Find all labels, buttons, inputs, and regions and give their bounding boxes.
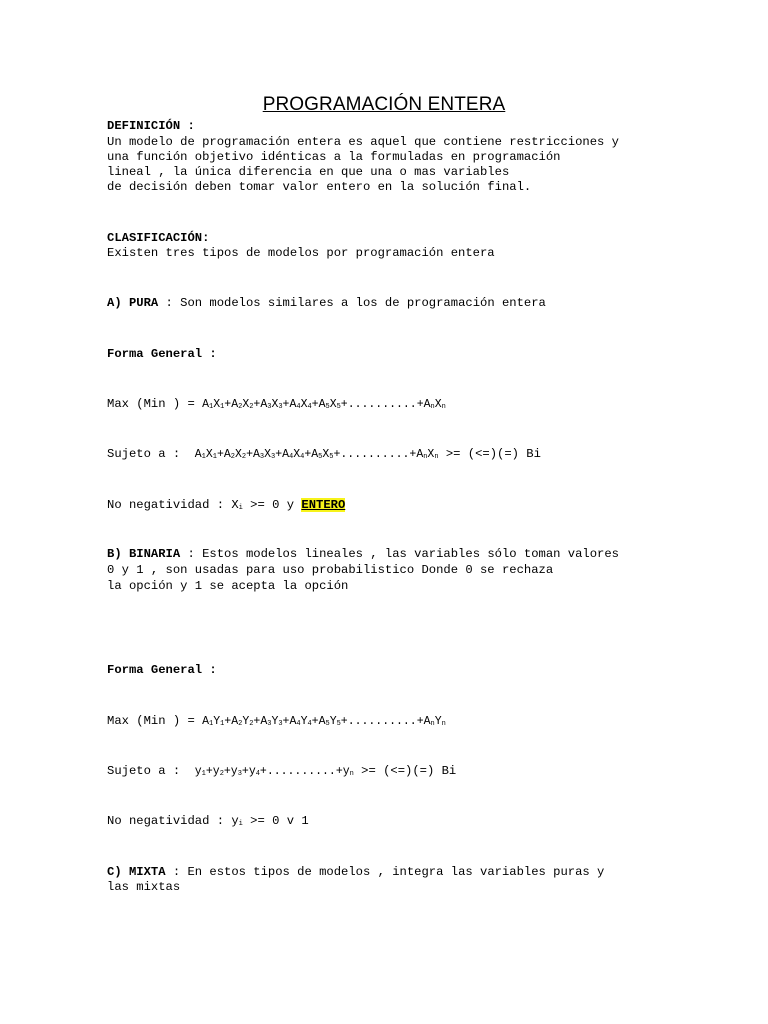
eq-subscript: 1 — [212, 453, 217, 461]
eq-term: X — [300, 398, 308, 411]
eq-term: A — [318, 715, 326, 728]
eq-term: A — [194, 448, 202, 461]
eq-subscript: n — [441, 403, 446, 411]
eq-subscript: 2 — [230, 453, 235, 461]
binaria-paragraph-line-1 — [107, 547, 707, 563]
binaria-no-negatividad — [107, 814, 707, 833]
eq-term: X — [329, 398, 337, 411]
eq-term: A — [318, 398, 326, 411]
eq-subscript: n — [430, 403, 435, 411]
eq-operator: + — [253, 715, 261, 728]
eq-subscript: 5 — [318, 453, 323, 461]
eq-term: A — [416, 448, 424, 461]
eq-subscript: 3 — [259, 453, 265, 461]
pura-label: A) PURA — [107, 296, 159, 310]
eq-subscript: 5 — [336, 720, 341, 728]
pura-noneg-mid: >= 0 y — [242, 498, 302, 512]
eq-operator: + — [205, 765, 213, 778]
eq-subscript: 2 — [238, 403, 243, 411]
eq-subscript: 5 — [329, 453, 334, 461]
eq-subscript: 3 — [278, 720, 283, 728]
binaria-text-2: 0 y 1 , son usadas para uso probabilistico Donde 0 se rechaza — [107, 563, 554, 577]
entero-highlight: ENTERO — [301, 498, 346, 512]
mixta-label: C) MIXTA — [107, 865, 166, 879]
definicion-line-4: de decisión deben tomar valor entero en la solución final. — [107, 180, 532, 194]
binaria-max-expression — [202, 715, 446, 728]
eq-term: Y — [300, 715, 308, 728]
eq-operator: + — [282, 715, 290, 728]
binaria-forma-general: Forma General : — [107, 663, 217, 677]
eq-subscript: 4 — [307, 403, 312, 411]
eq-subscript: n — [430, 720, 435, 728]
eq-term: X — [205, 448, 213, 461]
eq-subscript: 4 — [255, 770, 260, 778]
pura-sujeto-prefix: Sujeto a : — [107, 447, 195, 461]
eq-subscript: 5 — [325, 720, 330, 728]
eq-operator: + — [223, 765, 231, 778]
eq-term: A — [231, 398, 239, 411]
pura-max-equation — [107, 397, 707, 416]
eq-subscript: n — [434, 453, 439, 461]
eq-operator: + — [311, 398, 319, 411]
mixta-text-2: las mixtas — [107, 880, 181, 894]
eq-term: y — [230, 765, 238, 778]
eq-term: A — [289, 398, 297, 411]
eq-subscript: 3 — [267, 720, 272, 728]
binaria-label: B) BINARIA — [107, 547, 181, 561]
eq-operator: + — [275, 448, 283, 461]
pura-forma-general: Forma General : — [107, 347, 217, 361]
pura-sujeto-equation — [107, 447, 707, 466]
eq-operator: +..........+ — [340, 715, 424, 728]
eq-term: X — [235, 448, 242, 461]
eq-term: A — [423, 715, 431, 728]
binaria-max-equation — [107, 714, 707, 733]
eq-subscript: 3 — [271, 453, 276, 461]
eq-term: A — [202, 715, 209, 728]
pura-noneg-prefix: No negatividad : X — [107, 498, 239, 512]
eq-term: y — [248, 765, 256, 778]
eq-term: X — [293, 448, 301, 461]
eq-subscript: 1 — [201, 770, 206, 778]
eq-term: X — [427, 448, 435, 461]
mixta-text-1: : En estos tipos de modelos , integra las variables puras y — [165, 865, 605, 879]
eq-subscript: 4 — [296, 720, 301, 728]
binaria-sujeto-prefix: Sujeto a : — [107, 764, 195, 778]
definicion-line-2: una función objetivo idénticas a la formuladas en programación — [107, 150, 561, 164]
eq-subscript: 1 — [201, 453, 206, 461]
pura-paragraph — [107, 296, 707, 312]
eq-subscript: 2 — [249, 403, 254, 411]
eq-term: A — [282, 448, 290, 461]
eq-subscript: 1 — [220, 403, 225, 411]
eq-term: y — [212, 765, 220, 778]
eq-operator: + — [311, 715, 319, 728]
definicion-line-1: Un modelo de programación entera es aquel que contiene restricciones y — [107, 135, 619, 149]
pura-sujeto-expression — [195, 448, 439, 461]
eq-term: A — [260, 398, 268, 411]
pura-text: : Son modelos similares a los de programación entera — [158, 296, 546, 310]
binaria-noneg-suffix: >= 0 v 1 — [242, 814, 309, 828]
eq-operator: + — [282, 398, 290, 411]
eq-subscript: n — [423, 453, 428, 461]
eq-operator: + — [246, 448, 254, 461]
binaria-text-1: : Estos modelos lineales , las variables sólo toman valores — [180, 547, 619, 561]
binaria-sujeto-equation — [107, 764, 707, 783]
eq-subscript: 4 — [296, 403, 301, 411]
eq-term: A — [260, 715, 268, 728]
eq-subscript: 4 — [307, 720, 312, 728]
binaria-text-3: la opción y 1 se acepta la opción — [107, 579, 349, 593]
definicion-heading: DEFINICIÓN : — [107, 119, 195, 133]
eq-subscript: 3 — [267, 403, 272, 411]
eq-operator: + — [224, 398, 232, 411]
eq-term: A — [289, 715, 297, 728]
eq-term: A — [202, 398, 209, 411]
eq-operator: + — [224, 715, 232, 728]
binaria-sujeto-suffix: >= (<=)(=) Bi — [353, 764, 457, 778]
eq-term: y — [342, 765, 350, 778]
eq-term: Y — [213, 715, 221, 728]
eq-term: Y — [434, 715, 442, 728]
eq-subscript: 2 — [219, 770, 224, 778]
eq-term: A — [311, 448, 319, 461]
eq-subscript: 1 — [208, 403, 214, 411]
clasificacion-heading: CLASIFICACIÓN: — [107, 231, 210, 245]
binaria-max-prefix: Max (Min ) = — [107, 714, 203, 728]
eq-subscript: 2 — [241, 453, 247, 461]
pura-max-expression — [202, 398, 446, 411]
pura-sujeto-suffix: >= (<=)(=) Bi — [438, 447, 541, 461]
eq-subscript: n — [441, 720, 446, 728]
eq-term: X — [322, 448, 330, 461]
eq-operator: + — [253, 398, 261, 411]
eq-term: A — [423, 398, 431, 411]
pura-max-prefix: Max (Min ) = — [107, 397, 203, 411]
eq-term: y — [194, 765, 202, 778]
pura-noneg-sub: i — [238, 504, 243, 512]
eq-term: Y — [242, 715, 250, 728]
binaria-noneg-prefix: No negatividad : y — [107, 814, 239, 828]
eq-term: X — [271, 398, 279, 411]
pura-no-negatividad — [107, 498, 707, 517]
clasificacion-text: Existen tres tipos de modelos por programación entera — [107, 246, 495, 260]
eq-term: A — [253, 448, 260, 461]
eq-term: A — [223, 448, 231, 461]
eq-operator: + — [241, 765, 249, 778]
eq-operator: +..........+ — [340, 398, 424, 411]
eq-subscript: 2 — [238, 720, 243, 728]
eq-term: Y — [271, 715, 279, 728]
binaria-noneg-sub: i — [238, 820, 243, 828]
eq-term: A — [231, 715, 239, 728]
page-title: PROGRAMACIÓN ENTERA — [262, 94, 506, 115]
eq-subscript: 5 — [325, 403, 330, 411]
eq-term: X — [213, 398, 221, 411]
eq-operator: +..........+ — [333, 448, 417, 461]
eq-term: Y — [329, 715, 337, 728]
eq-subscript: 4 — [289, 453, 294, 461]
binaria-sujeto-expression — [195, 765, 354, 778]
eq-operator: + — [216, 448, 224, 461]
eq-subscript: 2 — [249, 720, 254, 728]
eq-subscript: 3 — [278, 403, 283, 411]
eq-subscript: 5 — [336, 403, 341, 411]
eq-subscript: 1 — [220, 720, 225, 728]
eq-subscript: 4 — [300, 453, 305, 461]
eq-operator: + — [304, 448, 312, 461]
definicion-line-3: lineal , la única diferencia en que una o mas variables — [107, 165, 510, 179]
eq-term: X — [264, 448, 272, 461]
eq-operator: +..........+ — [259, 765, 343, 778]
eq-subscript: 1 — [208, 720, 214, 728]
eq-term: X — [242, 398, 250, 411]
mixta-paragraph-line-1 — [107, 865, 707, 881]
eq-subscript: 3 — [237, 770, 242, 778]
eq-subscript: n — [349, 770, 354, 778]
eq-term: X — [434, 398, 442, 411]
